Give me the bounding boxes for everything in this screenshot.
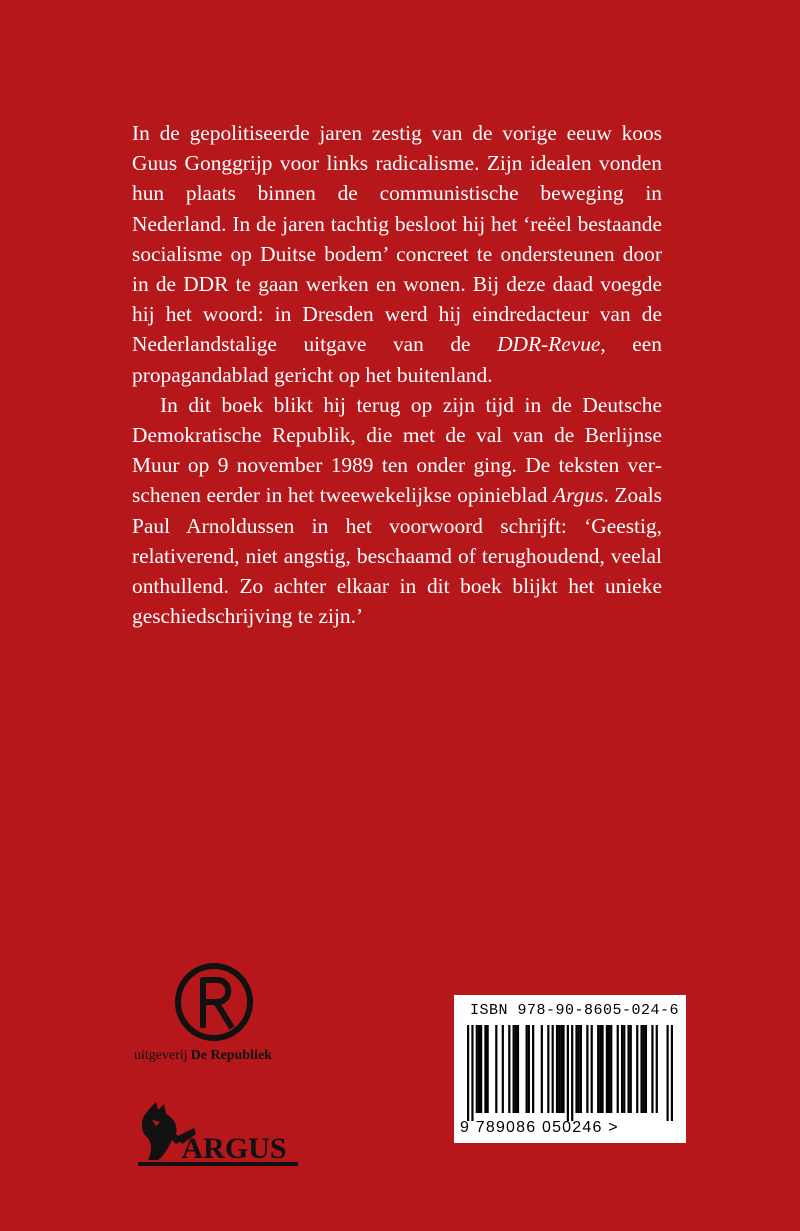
argus-logo-text: ARGUS [181, 1132, 287, 1165]
barcode-bar [636, 1025, 638, 1113]
barcode-bar [580, 1025, 582, 1113]
barcode-bar [578, 1025, 580, 1113]
barcode-bar [508, 1025, 510, 1113]
barcode-bar [478, 1025, 480, 1113]
barcode-bar [562, 1025, 564, 1113]
blurb-text [132, 118, 662, 631]
barcode-bar [610, 1025, 612, 1113]
publisher-name [134, 1048, 272, 1064]
barcode-bar [599, 1025, 601, 1113]
barcode-bar [471, 1025, 473, 1121]
barcode-bar [528, 1025, 530, 1113]
barcode-bar [560, 1025, 562, 1113]
fox-logo-icon [134, 1100, 304, 1168]
barcode-bar [502, 1025, 504, 1113]
blurb-p1-end: , een propagandablad gericht op het buitenland. [132, 332, 662, 387]
barcode-bar [515, 1025, 517, 1113]
barcode-bar [623, 1025, 625, 1113]
barcode-bar [467, 1025, 469, 1121]
barcode-digits: 9 789086 050246 > [460, 1119, 619, 1136]
publisher-label-name: De Republiek [190, 1048, 272, 1063]
barcode-bar [552, 1025, 554, 1113]
barcode-icon [467, 1025, 673, 1121]
publisher-logo [132, 960, 312, 1070]
isbn-barcode [454, 995, 686, 1143]
blurb-paragraph-1 [132, 118, 662, 390]
blurb-p2-text: In dit boek blikt hij terug op zijn tijd in de Deutsche Demokratische Republik, die met de val van de Berlijnse Muur op 9 november 1989 ten onder ging. De teksten verschenen eerder in het tweewekelijkse opinieblad [132, 392, 662, 508]
barcode-bar [617, 1025, 619, 1113]
barcode-bar [656, 1025, 658, 1113]
barcode-bar [608, 1025, 610, 1113]
barcode-bar [630, 1025, 632, 1113]
barcode-bar [640, 1025, 642, 1113]
barcode-bar [571, 1025, 573, 1121]
barcode-bar [495, 1025, 497, 1113]
barcode-bar [601, 1025, 603, 1113]
barcode-bar [556, 1025, 558, 1113]
barcode-bar [480, 1025, 482, 1113]
barcode-bar [517, 1025, 519, 1113]
barcode-bar [606, 1025, 608, 1113]
barcode-bar [666, 1025, 668, 1121]
barcode-bar [627, 1025, 629, 1113]
barcode-bar [651, 1025, 653, 1113]
barcode-bar [643, 1025, 645, 1113]
circled-r-logo-icon [172, 960, 256, 1044]
magazine-title-argus: Argus [553, 483, 604, 508]
barcode-bar [567, 1025, 569, 1121]
barcode-bar [558, 1025, 560, 1113]
barcode-bar [591, 1025, 593, 1113]
barcode-bar [547, 1025, 549, 1113]
isbn-number: ISBN 978-90-8605-024-6 [470, 1002, 680, 1019]
barcode-bar [621, 1025, 623, 1113]
blurb-paragraph-2 [132, 390, 662, 632]
barcode-bar [476, 1025, 478, 1113]
barcode-bar [575, 1025, 577, 1113]
blurb-p1-text: In de gepolitiseerde jaren zestig van de vorige eeuw koos Guus Gonggrijp voor links radicalisme. Zijn idealen vonden hun plaats binnen de communistische beweging in Nederland. In de jaren tachtig besloot hij het ‘reëel bestaande socialisme op Duitse bodem’ concreet te ondersteunen door in de DDR te gaan werken en wonen. Bij deze daad voegde hij het woord: in Dresden werd hij eindredacteur van de Nederlandstalige uitgave van de [132, 121, 662, 357]
barcode-bar [484, 1025, 486, 1113]
magazine-title-ddr-revue: DDR-Revue [497, 332, 601, 357]
barcode-bar [586, 1025, 588, 1113]
argus-logo [134, 1100, 304, 1168]
blurb-p2-end: . Zoals Paul Arnoldussen in het voorwoord schrijft: ‘Geestig, relativerend, niet angstig, beschaamd of terughoudend, veelal onthullend. Zo achter elkaar in dit boek blijkt het unieke geschiedschrijving te zijn.’ [132, 483, 662, 629]
barcode-bar [487, 1025, 489, 1113]
barcode-bar [513, 1025, 515, 1113]
barcode-bar [541, 1025, 543, 1113]
publisher-label-prefix: uitgeverij [134, 1048, 188, 1063]
barcode-bar [671, 1025, 673, 1121]
barcode-bar [526, 1025, 528, 1113]
barcode-bar [532, 1025, 534, 1113]
barcode-bar [645, 1025, 647, 1113]
barcode-bar [597, 1025, 599, 1113]
